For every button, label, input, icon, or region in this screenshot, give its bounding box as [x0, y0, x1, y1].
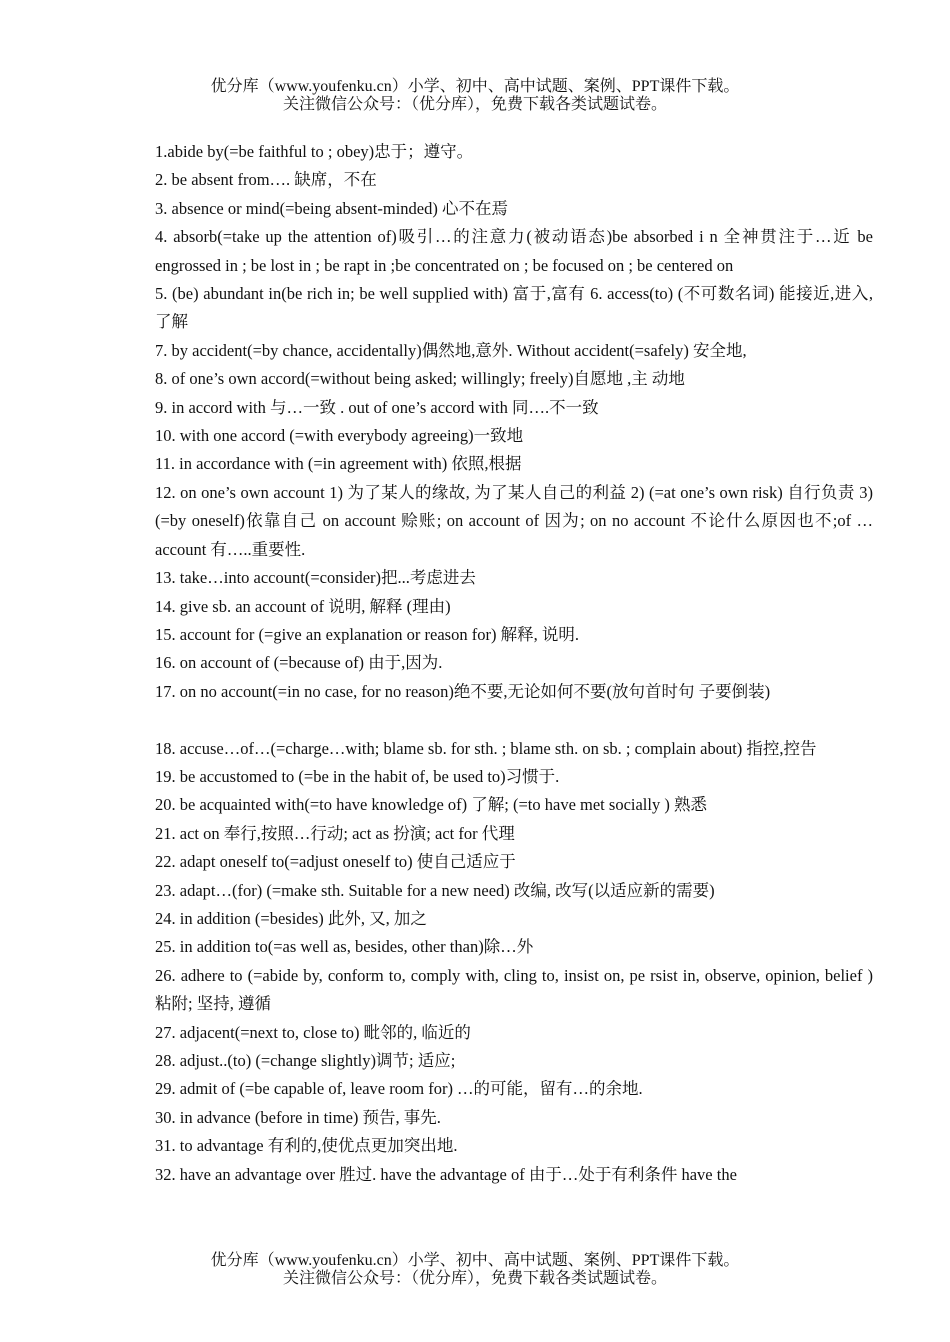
- entry: 13. take…into account(=consider)把...考虑进去: [155, 568, 476, 588]
- page-header: [0, 78, 950, 114]
- entry: 18. accuse…of…(=charge…with; blame sb. for sth. ; blame sth. on sb. ; complain about) 指控,控告: [155, 738, 817, 758]
- entry: 10. with one accord (=with everybody agreeing)一致地: [155, 426, 524, 446]
- header-line-1: 优分库（www.youfenku.cn）小学、初中、高中试题、案例、PPT课件下载。: [210, 78, 740, 95]
- entry: 28. adjust..(to) (=change slightly)调节; 适应;: [155, 1050, 456, 1070]
- entry: 30. in advance (before in time) 预告, 事先.: [155, 1107, 441, 1127]
- entry: 15. account for (=give an explanation or reason for) 解释, 说明.: [155, 624, 579, 644]
- entry: 22. adapt oneself to(=adjust oneself to) 使自己适应于: [155, 852, 516, 872]
- header-line-2: 关注微信公众号：（优分库），免费下载各类试题试卷。: [282, 96, 667, 113]
- entry: 8. of one’s own accord(=without being asked; willingly; freely)自愿地 ,主 动地: [155, 369, 685, 389]
- entry: 19. be accustomed to (=be in the habit of, be used to)习惯于.: [155, 766, 560, 786]
- entry: 21. act on 奉行,按照…行动; act as 扮演; act for 代理: [155, 823, 515, 843]
- entry: 9. in accord with 与…一致 . out of one’s accord with 同….不一致: [155, 397, 599, 417]
- entry: 2. be absent from…. 缺席，不在: [155, 170, 377, 190]
- entry: 29. admit of (=be capable of, leave room for) …的可能，留有…的余地.: [155, 1079, 643, 1099]
- vocabulary-list: [155, 138, 873, 1189]
- entry: 17. on no account(=in no case, for no reason)绝不要,无论如何不要(放句首时句 子要倒装): [155, 681, 771, 701]
- entry: 14. give sb. an account of 说明, 解释 (理由): [155, 596, 451, 616]
- entry: 24. in addition (=besides) 此外, 又, 加之: [155, 908, 427, 928]
- footer-line-2: 关注微信公众号：（优分库），免费下载各类试题试卷。: [282, 1270, 667, 1287]
- entry: 7. by accident(=by chance, accidentally)偶然地,意外. Without accident(=safely) 安全地,: [155, 340, 747, 360]
- page-footer: [0, 1252, 950, 1288]
- blank-line: [155, 706, 873, 734]
- entry: 26. adhere to (=abide by, conform to, comply with, cling to, insist on, pe rsist in, observe, opinion, belief ) 粘附; 坚持, 遵循: [155, 965, 873, 1014]
- entry: 4. absorb(=take up the attention of)吸引…的注意力(被动语态)be absorbed i n 全神贯注于…近 be engrossed in ; be lost in ; be rapt in ;be concentrated on ; be focused on ; be centered on: [155, 227, 873, 275]
- entry: 25. in addition to(=as well as, besides, other than)除…外: [155, 937, 534, 957]
- entry: 3. absence or mind(=being absent-minded) 心不在焉: [155, 198, 508, 218]
- entry: 11. in accordance with (=in agreement with) 依照,根据: [155, 454, 522, 474]
- footer-line-1: 优分库（www.youfenku.cn）小学、初中、高中试题、案例、PPT课件下载。: [210, 1252, 740, 1269]
- entry: 5. (be) abundant in(be rich in; be well supplied with) 富于,富有 6. access(to) (不可数名词) 能接近,进入,了解: [155, 284, 873, 332]
- entry: 27. adjacent(=next to, close to) 毗邻的, 临近的: [155, 1022, 471, 1042]
- entry: 31. to advantage 有利的,使优点更加突出地.: [155, 1136, 458, 1156]
- entry: 1.abide by(=be faithful to ; obey)忠于；遵守。: [155, 142, 474, 161]
- entry: 32. have an advantage over 胜过. have the advantage of 由于…处于有利条件 have the: [155, 1164, 737, 1184]
- entry: 23. adapt…(for) (=make sth. Suitable for a new need) 改编, 改写(以适应新的需要): [155, 880, 715, 900]
- entry: 12. on one’s own account 1) 为了某人的缘故, 为了某人自己的利益 2) (=at one’s own risk) 自行负责 3) (=by oneself)依靠自己 on account 赊账; on account of 因为; on no account 不论什么原因也不;of …account 有…..重要性.: [155, 482, 873, 559]
- entry: 16. on account of (=because of) 由于,因为.: [155, 653, 443, 673]
- entry: 20. be acquainted with(=to have knowledge of) 了解; (=to have met socially ) 熟悉: [155, 795, 707, 815]
